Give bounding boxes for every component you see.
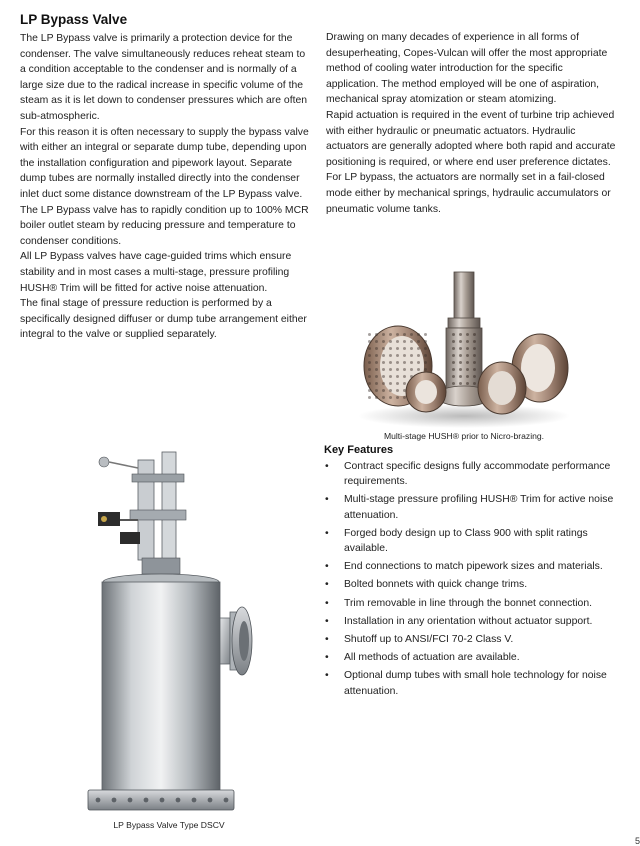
feature-text: All methods of actuation are available.: [344, 652, 520, 664]
bullet: •: [325, 494, 329, 506]
intro-column: [20, 31, 312, 343]
paragraph: The final stage of pressure reduction is performed by a specifically designed diffuser or dump tube arrangement either integral to the valve or supplied separately.: [20, 298, 307, 341]
bullet: •: [325, 652, 329, 664]
list-item: [324, 614, 624, 629]
bullet: •: [325, 615, 329, 627]
hush-trim-photo: [352, 268, 576, 430]
key-features-list: [324, 459, 624, 702]
bullet: •: [325, 579, 329, 591]
feature-text: Trim removable in line through the bonnet connection.: [344, 597, 592, 609]
page-title: LP Bypass Valve: [20, 12, 128, 27]
valve-photo: [80, 450, 258, 818]
list-item: [324, 459, 624, 489]
feature-text: Bolted bonnets with quick change trims.: [344, 579, 528, 591]
list-item: [324, 559, 624, 574]
paragraph: All LP Bypass valves have cage-guided trims which ensure stability and in most cases a multi-stage, pressure profiling HUSH® Trim will be fitted for active noise attenuation.: [20, 251, 292, 294]
bullet: •: [325, 461, 329, 472]
list-item: [324, 526, 624, 556]
bullet: •: [325, 561, 329, 573]
paragraph: The LP Bypass valve has to rapidly condition up to 100% MCR boiler outlet steam by reducing pressure and temperature to condenser conditions.: [20, 204, 309, 247]
key-features-heading: Key Features: [324, 444, 394, 456]
list-item: [324, 632, 624, 647]
page-number: 5: [634, 836, 640, 846]
trim-photo-caption: Multi-stage HUSH® prior to Nicro-brazing.: [383, 431, 545, 441]
list-item: [324, 577, 624, 592]
bullet: •: [325, 597, 329, 609]
paragraph: Rapid actuation is required in the event of turbine trip achieved with either hydraulic or pneumatic actuators. Hydraulic actuators are generally adopted where both rapid and accurate positioning is required, or where end user preference dictates. For LP bypass, the actuators are normally set in a fail-closed mode either by mechanical springs, hydraulic accumulators or pneumatic volume tanks.: [326, 109, 616, 215]
paragraph: For this reason it is often necessary to supply the bypass valve with either an integral or separate dump tube, depending upon the installation configuration and pipework layout. Separate dump tubes are normally installed directly into the condenser inlet duct some distance downstream of the LP Bypass valve.: [20, 126, 309, 200]
feature-text: Multi-stage pressure profiling HUSH® Trim for active noise attenuation.: [344, 494, 614, 521]
list-item: [324, 650, 624, 665]
feature-text: End connections to match pipework sizes and materials.: [344, 561, 603, 573]
feature-text: Installation in any orientation without actuator support.: [344, 615, 593, 627]
paragraph: The LP Bypass valve is primarily a protection device for the condenser. The valve simultaneously reduces reheat steam to a condition acceptable to the condenser and is normally of a large size due to the radical increase in specific volume of the steam as it is let down to condenser pressures which are often sub-atmospheric.: [20, 33, 308, 122]
feature-text: Contract specific designs fully accommodate performance requirements.: [344, 461, 611, 488]
actuation-column: [326, 30, 618, 217]
list-item: [324, 596, 624, 611]
paragraph: Drawing on many decades of experience in all forms of desuperheating, Copes-Vulcan will offer the most appropriate method of cooling water introduction for the specific application. The method employed will be one of aspiration, mechanical spray atomization or steam atomizing.: [326, 32, 608, 106]
list-item: [324, 668, 624, 698]
bullet: •: [325, 670, 329, 682]
feature-text: Forged body design up to Class 900 with split ratings available.: [344, 527, 588, 555]
list-item: [324, 492, 624, 522]
bullet: •: [325, 634, 329, 646]
feature-text: Shutoff up to ANSI/FCI 70-2 Class V.: [344, 634, 514, 646]
bullet: •: [325, 527, 329, 539]
valve-photo-caption: LP Bypass Valve Type DSCV: [113, 820, 225, 830]
feature-text: Optional dump tubes with small hole technology for noise attenuation.: [344, 670, 607, 697]
